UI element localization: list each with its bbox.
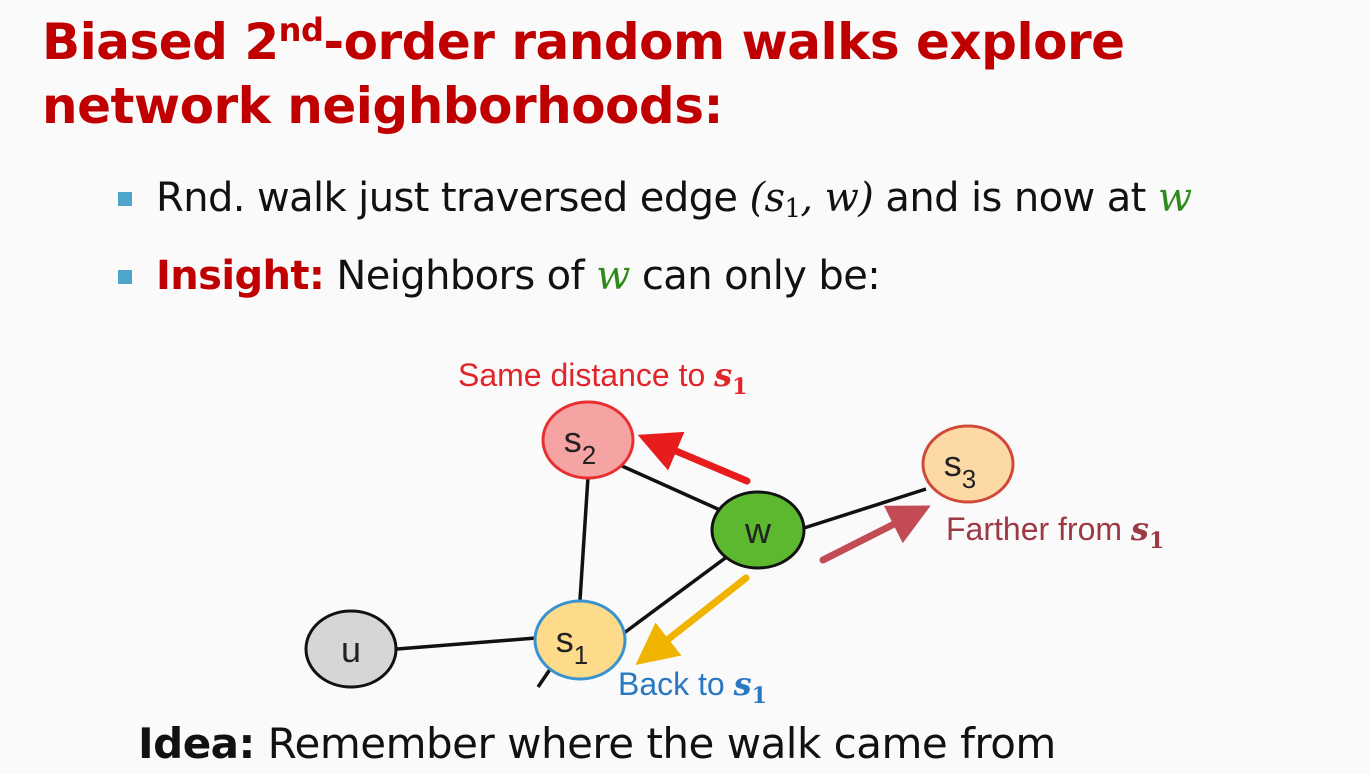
label-back-text: Back to <box>618 666 734 702</box>
label-back-sub: 1 <box>751 683 767 709</box>
bullet-text-after: can only be: <box>629 253 881 299</box>
node-w <box>712 492 804 568</box>
node-s2 <box>543 402 633 478</box>
title-superscript: nd <box>278 11 324 49</box>
label-back-math: s <box>733 665 752 703</box>
node-s2-letter: s <box>563 419 582 460</box>
label-farther <box>946 510 1164 554</box>
bullet-text: Neighbors of <box>324 253 597 299</box>
label-farther-sub: 1 <box>1148 528 1165 554</box>
label-same-distance-sub: 1 <box>732 374 748 400</box>
bullet-text-after: and is now at <box>873 175 1158 221</box>
edge-math-close: , w) <box>800 175 874 221</box>
idea-text: Remember where the walk came from <box>254 719 1056 768</box>
node-u <box>306 611 396 687</box>
edge-u-s1 <box>397 638 536 649</box>
idea-keyword: Idea: <box>138 719 255 768</box>
arrow-to-s3 <box>823 515 912 560</box>
node-w-math: w <box>1157 175 1192 221</box>
label-same-distance-text: Same distance to <box>458 357 715 393</box>
label-back <box>618 665 767 709</box>
graph-edges <box>397 466 926 687</box>
edge-w-s1 <box>624 556 728 633</box>
edge-math-sub: 1 <box>784 194 801 224</box>
insight-keyword: Insight: <box>156 253 325 299</box>
title-text-part2: -order random walks explore network neighborhoods: <box>42 13 1125 135</box>
node-s3-letter: s <box>943 443 962 484</box>
arrow-to-s2 <box>657 443 747 481</box>
idea-line <box>138 716 1056 772</box>
arrow-to-s1 <box>652 578 746 652</box>
node-s2-sub: 2 <box>581 440 597 470</box>
node-s1 <box>535 601 625 679</box>
label-farther-text: Farther from <box>946 511 1131 547</box>
node-u-label: u <box>340 629 362 670</box>
label-farther-math: s <box>1130 510 1149 548</box>
edge-w-s3 <box>804 489 926 528</box>
node-w-math: w <box>596 253 630 299</box>
node-s1-letter: s <box>555 619 574 660</box>
edge-s2-s1 <box>580 477 588 600</box>
label-same-distance-math: s <box>714 356 733 394</box>
edge-s2-w <box>622 466 720 510</box>
node-s3 <box>923 426 1013 502</box>
node-w-label: w <box>745 510 771 551</box>
label-same-distance <box>458 356 747 400</box>
edge-math-open: (s <box>749 175 785 221</box>
node-s3-sub: 3 <box>961 464 977 494</box>
bullet-text: Rnd. walk just traversed edge <box>156 175 750 221</box>
node-s1-sub: 1 <box>573 640 589 670</box>
title-text-part1: Biased 2 <box>42 13 279 71</box>
